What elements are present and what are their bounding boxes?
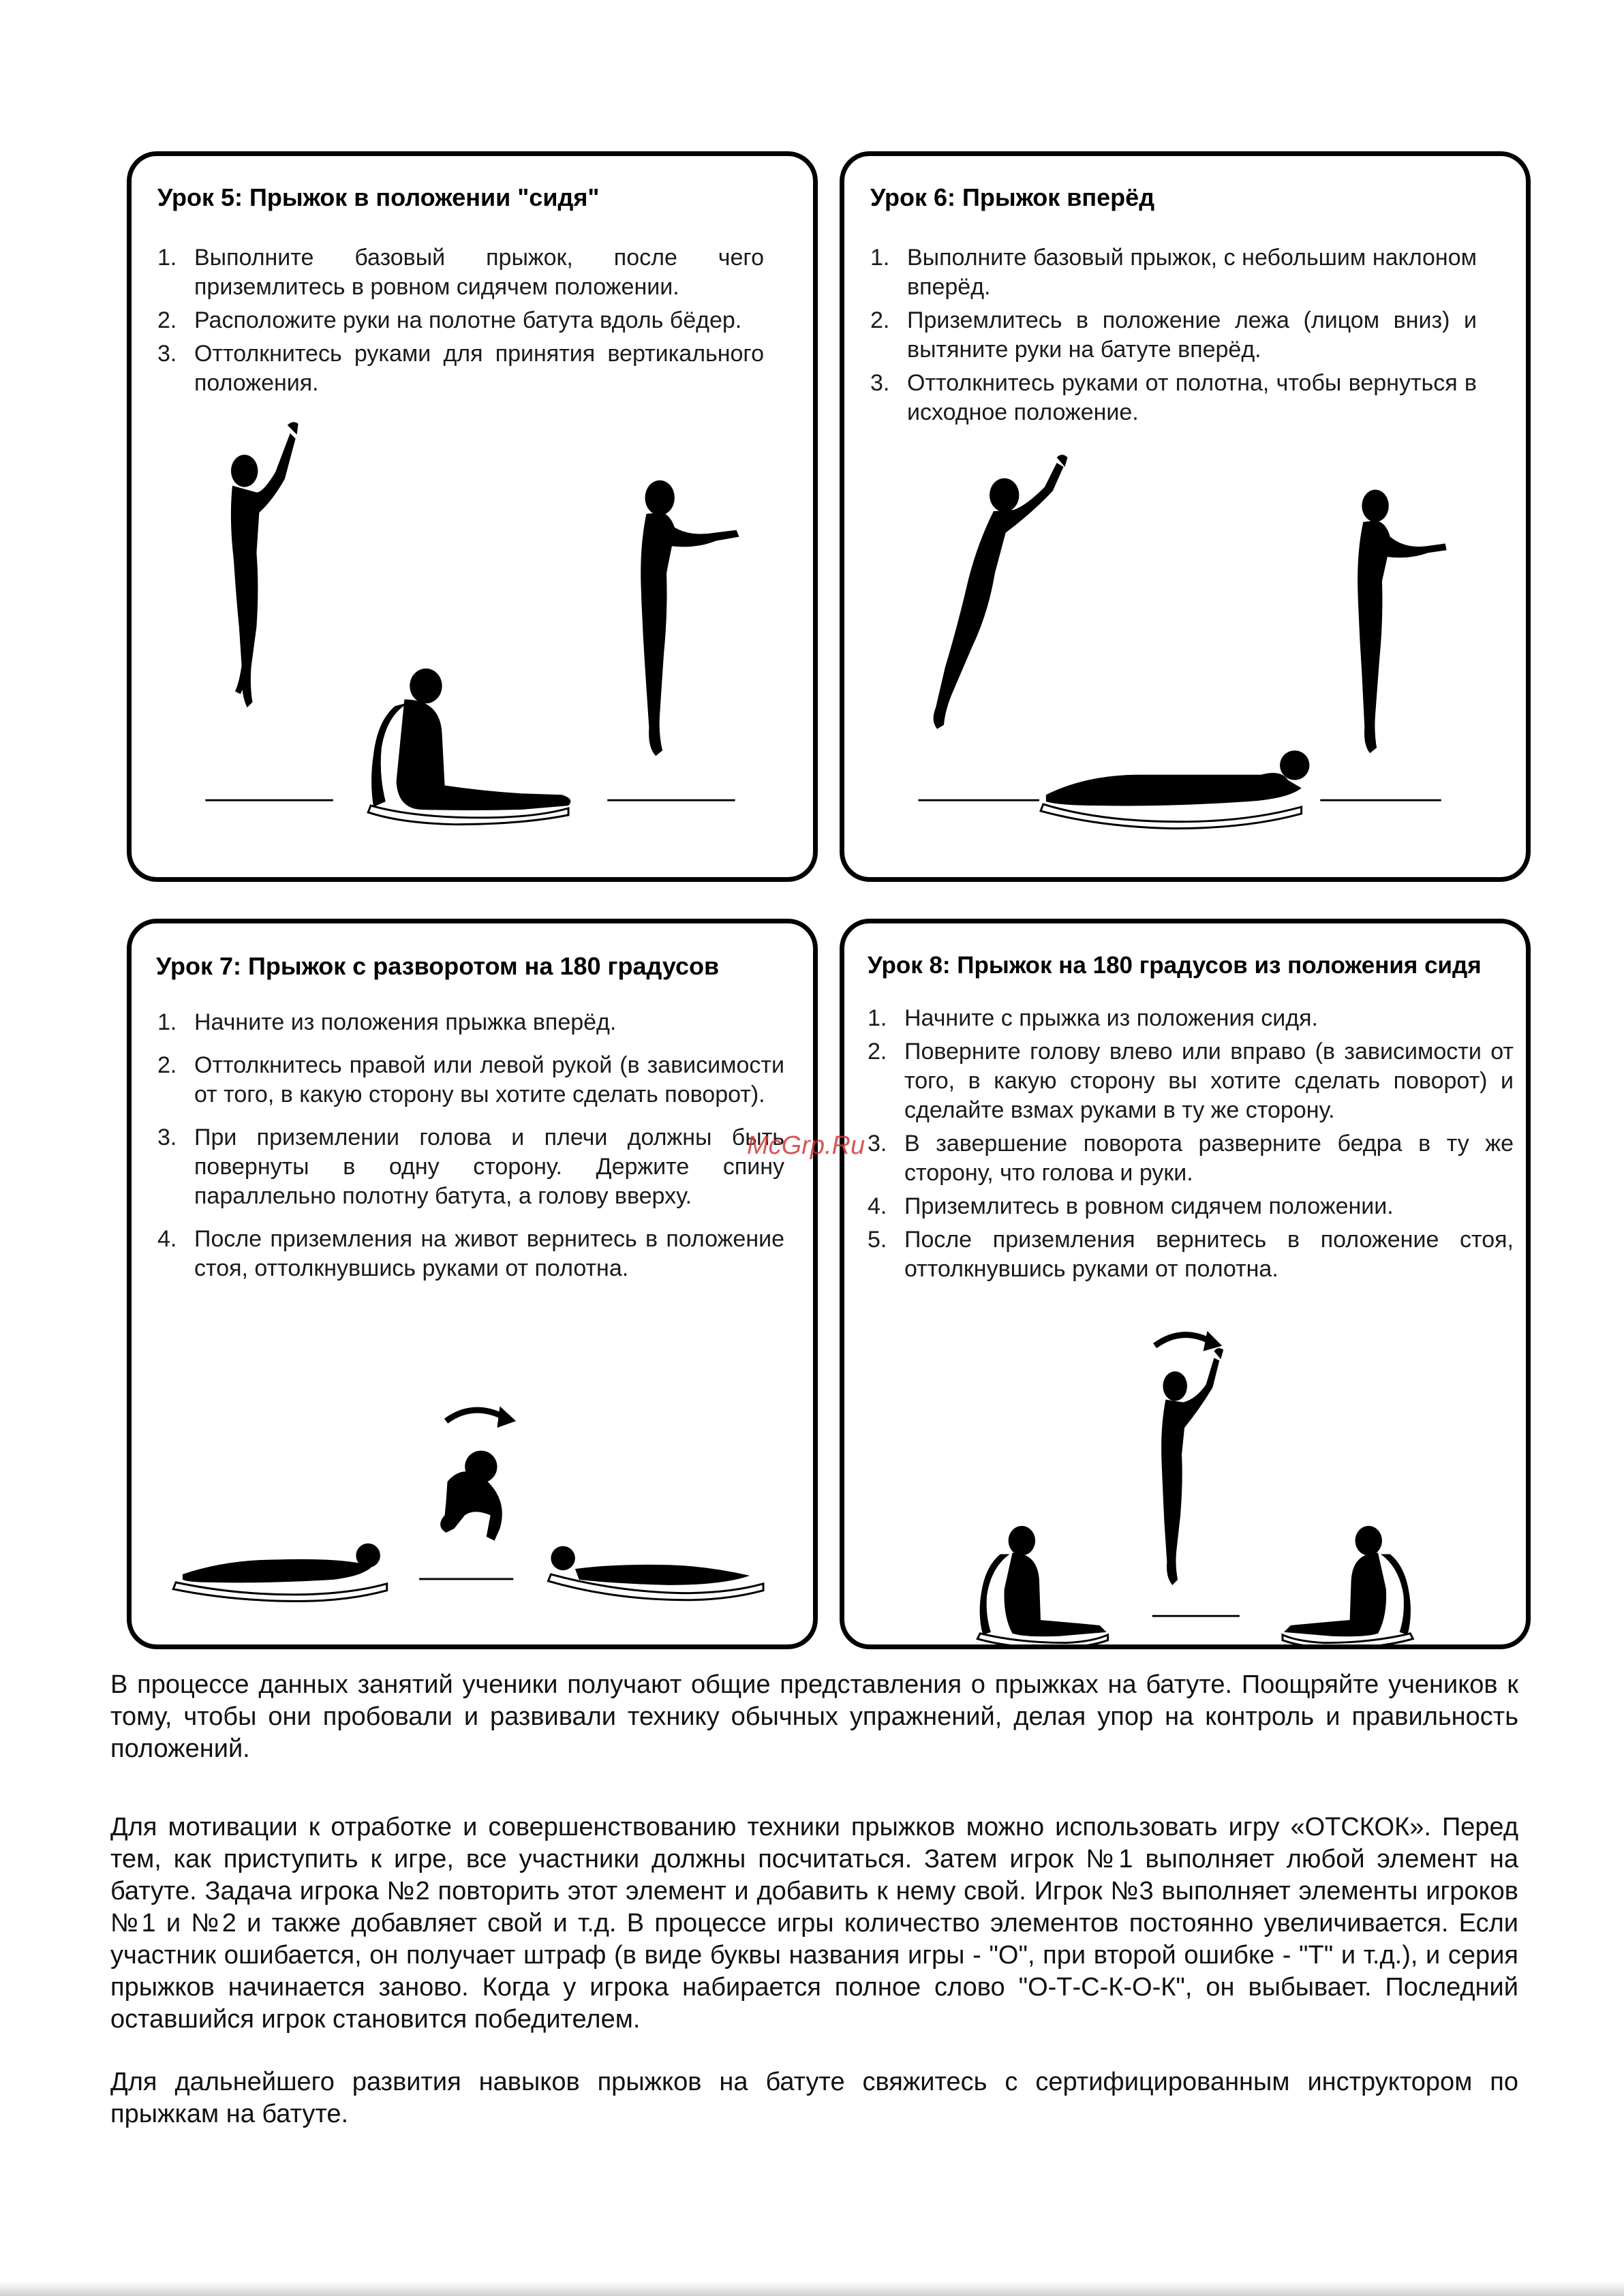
lesson-8-step: 5. После приземления вернитесь в положение стоя, оттолкнувшись руками от полотна. (868, 1227, 1514, 1282)
lesson-8-steps (868, 1004, 1514, 1288)
watermark: McGrp.Ru (747, 1131, 865, 1160)
prone-figure-left-icon (173, 1544, 387, 1602)
standing-figure-icon (1358, 490, 1447, 754)
lesson-8-title: Урок 8: Прыжок на 180 градусов из положения сидя (868, 952, 1482, 979)
lesson-7-step: 4. После приземления на живот вернитесь в положение стоя, оттолкнувшись руками от полотна. (157, 1226, 784, 1281)
prone-figure-icon (1041, 750, 1309, 828)
lesson-6-step: 2. Приземлитесь в положение лежа (лицом вниз) и вытяните руки на батуте вперёд. (870, 307, 1477, 363)
lesson-7-step: 1. Начните из положения прыжка вперёд. (157, 1009, 617, 1035)
jumper-figure-icon (1161, 1348, 1223, 1585)
intro-paragraph: В процессе данных занятий ученики получают общие представления о прыжках на батуте. Поощряйте учеников к тому, чтобы они пробовали и развивали технику обычных упражнений, делая упор на контроль и правильность положений. (110, 1670, 1518, 1763)
lesson-5-title: Урок 5: Прыжок в положении "сидя" (157, 183, 600, 211)
lesson-7-step: 2. Оттолкнитесь правой или левой рукой (в зависимости от того, в какую сторону вы хотите сделать поворот). (157, 1052, 784, 1107)
lesson-6-step: 3. Оттолкнитесь руками от полотна, чтобы вернуться в исходное положение. (870, 370, 1477, 425)
standing-figure-icon (641, 480, 739, 756)
lesson-6-panel (840, 151, 1531, 882)
seated-figure-icon (368, 669, 570, 825)
lesson-5-step: 1. Выполните базовый прыжок, после чего приземлитесь в ровном сидячем положении. (157, 245, 764, 300)
leaning-jumper-figure-icon (934, 455, 1068, 729)
lesson-8-step: 2. Поверните голову влево или вправо (в зависимости от того, в какую сторону вы хотите сделать поворот) и сделайте взмах руками в ту же сторону. (868, 1039, 1514, 1123)
lesson-8-step: 3. В завершение поворота разверните бедра в ту же сторону, что голова и руки. (868, 1131, 1514, 1186)
seated-figure-right-icon (1283, 1526, 1413, 1644)
rotation-arrow-icon (1155, 1335, 1209, 1346)
lesson-7-panel (127, 919, 818, 1649)
page-bottom-edge (0, 2282, 1624, 2296)
lesson-5-steps (157, 243, 764, 402)
prone-figure-right-icon (548, 1546, 763, 1600)
lesson-6-title: Урок 6: Прыжок вперёд (870, 183, 1155, 211)
seated-figure-left-icon (977, 1526, 1107, 1644)
lesson-7-title: Урок 7: Прыжок с разворотом на 180 градусов (156, 952, 720, 980)
lesson-7-steps (157, 1008, 784, 1287)
lesson-8-step: 4. Приземлитесь в ровном сидячем положении. (868, 1193, 1394, 1219)
game-rules-paragraph: Для мотивации к отработке и совершенствованию техники прыжков можно использовать игру «ОТСКОК». Перед тем, как приступить к игре, все участники должны посчитаться. Затем игрок №1 выполняет любой элемент на батуте. Задача игрока №2 повторить этот элемент и добавить к нему свой. Игрок №3 выполняет элементы игроков №1 и №2 и также добавляет свой и т.д. В процессе игры количество элементов постоянно увеличивается. Если участник ошибается, он получает штраф (в виде буквы названия игры - "О", при второй ошибке - "Т" и т.д.), и серия прыжков начинается заново. Когда у игрока набирается полное слово "О-Т-С-К-О-К", он выбывает. Последний оставшийся игрок становится победителем. (110, 1813, 1518, 2034)
lesson-6-steps (870, 243, 1477, 431)
lesson-8-panel (840, 919, 1531, 1649)
closing-paragraph: Для дальнейшего развития навыков прыжков на батуте свяжитесь с сертифицированным инструктором по прыжкам на батуте. (110, 2068, 1518, 2128)
tucked-figure-icon (440, 1451, 502, 1541)
lesson-5-step: 2. Расположите руки на полотне батута вдоль бёдер. (157, 307, 742, 333)
lesson-6-step: 1. Выполните базовый прыжок, с небольшим наклоном вперёд. (870, 245, 1477, 300)
lesson-5-step: 3. Оттолкнитесь руками для принятия вертикального положения. (157, 341, 764, 396)
lesson-5-panel (127, 151, 818, 882)
jumper-figure-icon (231, 422, 298, 707)
lesson-7-step: 3. При приземлении голова и плечи должны быть повернуты в одну сторону. Держите спину параллельно полотну батута, а голову вверху. (157, 1124, 784, 1209)
lesson-8-step: 1. Начните с прыжка из положения сидя. (868, 1005, 1318, 1031)
rotation-arrow-icon (446, 1410, 502, 1421)
